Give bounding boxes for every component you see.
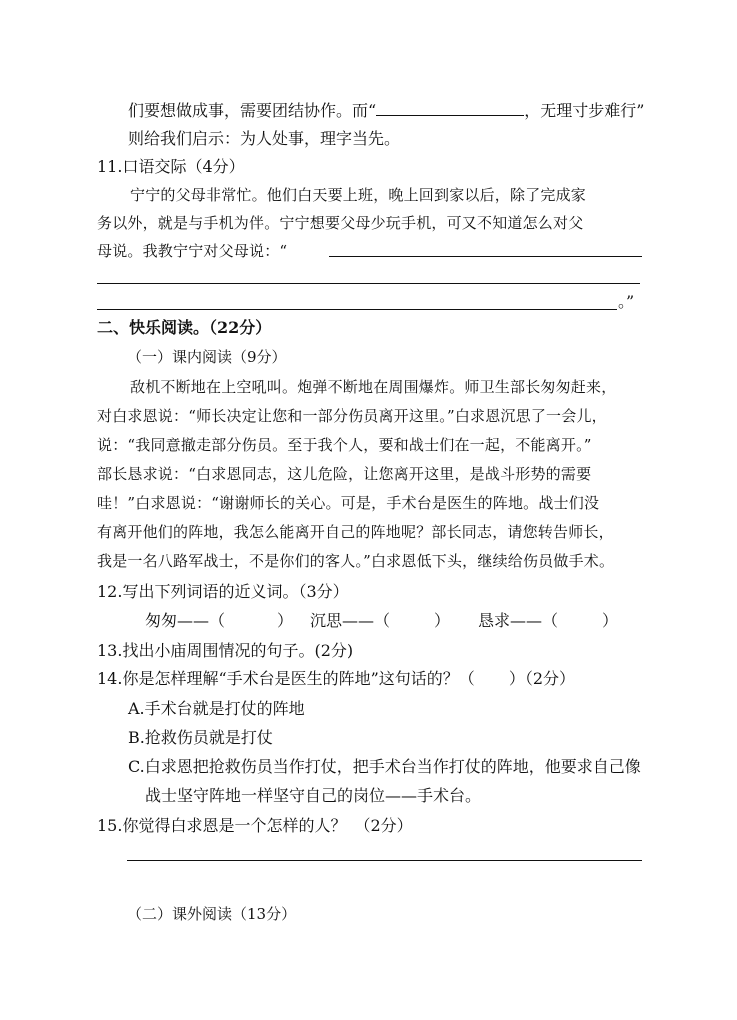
q11-closing-quote: 。” (618, 292, 635, 311)
q11-para-line2: 务以外，就是与手机为伴。宁宁想要父母少玩手机，可又不知道怎么对父 (97, 214, 584, 232)
q12-word-3-label: 恳求——（ (478, 611, 559, 630)
passage-line-1: 敌机不断地在上空吼叫。炮弹不断地在周围爆炸。师卫生部长匆匆赶来， (130, 378, 617, 396)
q14-option-a[interactable]: A.手术台就是打仗的阵地 (128, 699, 305, 718)
q15-title: 15.你觉得白求恩是一个怎样的人？ （2分） (97, 816, 413, 835)
q13-title: 13.找出小庙周围情况的句子。(2分) (97, 641, 354, 660)
q14-option-c-line1[interactable]: C.白求恩把抢救伤员当作打仗，把手术台当作打仗的阵地，他要求自己像 (128, 757, 641, 776)
q14-option-b[interactable]: B.抢救伤员就是打仗 (128, 728, 273, 747)
q10-text-b: ，无理寸步难行” (524, 101, 645, 120)
q14-option-c-line2: 战士坚守阵地一样坚守自己的岗位——手术台。 (145, 786, 482, 805)
q12-word-3 (478, 611, 618, 631)
q10-text-a: 们要想做成事，需要团结协作。而“ (128, 101, 377, 120)
q10-line2: 则给我们启示：为人处事，理字当先。 (128, 129, 401, 148)
passage-line-4: 部长恳求说：“白求恩同志，这儿危险，让您离开这里，是战斗形势的需要 (97, 465, 592, 483)
q11-para-line3: 母说。我教宁宁对父母说：“ (97, 242, 288, 260)
q14-title-b: ）（2分） (508, 669, 575, 688)
q11-answer-line-2[interactable] (97, 283, 640, 284)
passage-line-2: 对白求恩说：“师长决定让您和一部分伤员离开这里。”白求恩沉思了一会儿， (97, 407, 607, 425)
q14-title (97, 669, 575, 689)
q12-close-2: ） (434, 611, 451, 630)
q14-title-a: 14.你是怎样理解“手术台是医生的阵地”这句话的？（ (97, 669, 475, 688)
q12-close-1: ） (277, 611, 294, 630)
passage-line-3: 说：“我同意撤走部分伤员。至于我个人，要和战士们在一起，不能离开。” (97, 436, 592, 454)
q12-word-1 (145, 611, 293, 631)
q12-word-2 (310, 611, 450, 631)
q12-word-1-label: 匆匆——（ (145, 611, 226, 630)
q11-answer-line-1[interactable] (329, 256, 642, 257)
part1-title: （一）课内阅读（9分） (127, 348, 287, 366)
part2-title: （二）课外阅读（13分） (127, 905, 297, 923)
q11-answer-line-3[interactable] (97, 309, 617, 310)
q10-answer-blank[interactable] (376, 101, 524, 116)
q11-title: 11.口语交际（4分） (97, 157, 245, 176)
q12-close-3: ） (602, 611, 619, 630)
passage-line-7: 我是一名八路军战士，不是你们的客人。”白求恩低下头，继续给伤员做手术。 (97, 552, 615, 570)
section2-title: 二、快乐阅读。（22分） (97, 318, 272, 337)
passage-line-6: 有离开他们的阵地，我怎么能离开自己的阵地呢？部长同志，请您转告师长， (97, 523, 614, 541)
q10-line1 (128, 101, 644, 121)
q12-title: 12.写出下列词语的近义词。（3分） (97, 582, 349, 601)
q12-word-2-label: 沉思——（ (310, 611, 391, 630)
q11-para-line1: 宁宁的父母非常忙。他们白天要上班，晚上回到家以后，除了完成家 (130, 186, 587, 204)
passage-line-5: 哇！”白求恩说：“谢谢师长的关心。可是，手术台是医生的阵地。战士们没 (97, 494, 600, 512)
q15-answer-line[interactable] (127, 860, 642, 861)
